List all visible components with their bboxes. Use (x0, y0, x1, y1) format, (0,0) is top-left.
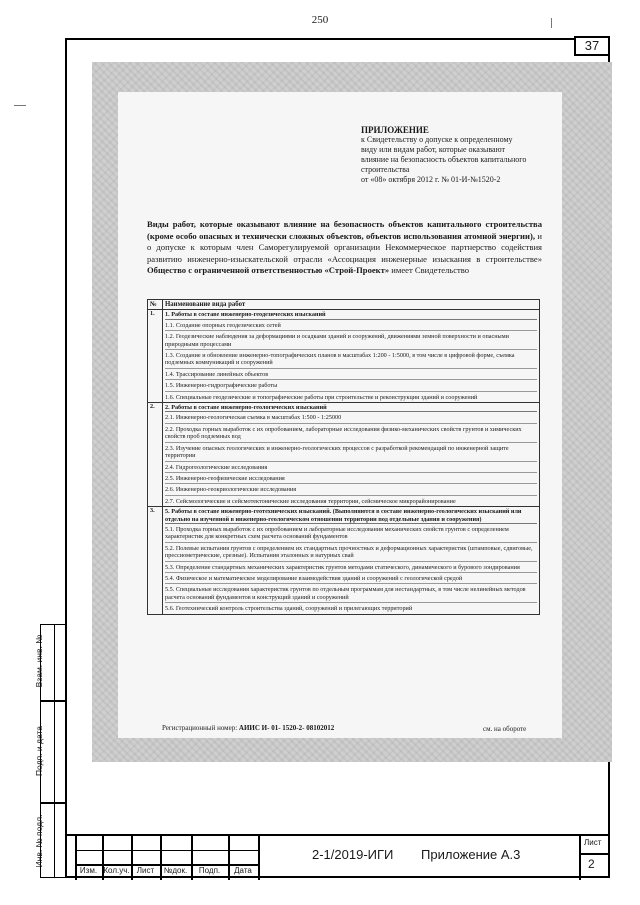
top-page-number: 250 (311, 14, 329, 26)
appendix-title: ПРИЛОЖЕНИЕ (361, 125, 429, 135)
appendix-header-line: влияние на безопасность объектов капитального (361, 155, 527, 164)
title-label-ndok: №док. (163, 866, 188, 875)
document-title: Приложение А.3 (421, 847, 521, 862)
section-number: 2. (148, 403, 163, 507)
title-label-list: Лист (136, 866, 155, 875)
section-content (163, 310, 540, 403)
table-row (148, 310, 540, 403)
work-item: 5.1. Проходка горных выработок с их опробованием и лабораторные исследования механических свойств грунтов с определением характеристик для конкретных схем расчета оснований фундаментов (165, 524, 537, 543)
section-content (163, 507, 540, 614)
work-item: 2.6. Инженерно-геокриологические исследования (165, 484, 537, 495)
work-item: 5.3. Определение стандартных механических характеристик грунтов методами статического, динамического и бурового зондирования (165, 562, 537, 573)
section-content (163, 403, 540, 507)
intro-text: и о допуске к которым член Саморегулируемой организации Некоммерческое партнерство содействия развитию инженерно-изыскательской отрасли «Ассоциация инженерные изыскания в строительстве» (147, 230, 542, 264)
sheet-number: 2 (588, 857, 595, 871)
title-label-izm: Изм. (79, 866, 98, 875)
side-label-podp-data: Подп. и дата (34, 725, 44, 777)
appendix-header-line: к Свидетельству о допуске к определенному (361, 135, 513, 144)
section-title: 1. Работы в составе инженерно-геодезических изысканий (165, 310, 537, 319)
table-row (148, 403, 540, 507)
company-name: Общество с ограниченной ответственностью «Строй-Проект» (147, 265, 390, 275)
see-back-note: см. на обороте (483, 725, 527, 733)
title-label-data: Дата (234, 866, 252, 875)
work-item: 5.5. Специальные исследования характеристик грунтов по отдельным программам для нестандартных, в том числе нелинейных методов расчета оснований фундаментов и конструкций зданий и сооружений (165, 584, 537, 603)
sheet-number-box: 37 (574, 36, 610, 56)
section-number: 3. (148, 507, 163, 614)
work-item: 1.4. Трассирование линейных объектов (165, 369, 537, 380)
work-item: 2.7. Сейсмологические и сейсмотектонические исследования территории, сейсмическое микрорайонирование (165, 497, 456, 505)
appendix-header-line: строительства (361, 165, 410, 174)
intro-text-end: имеет Свидетельство (389, 265, 470, 275)
registration-line (162, 724, 382, 732)
table-row (148, 507, 540, 614)
intro-paragraph (147, 219, 542, 277)
appendix-header-line: от «08» октября 2012 г. № 01-И-№1520-2 (361, 175, 501, 184)
work-item: 1.1. Создание опорных геодезических сетей (165, 320, 537, 331)
registration-label: Регистрационный номер: (162, 724, 239, 732)
title-label-podp: Подп. (198, 866, 221, 875)
registration-number: АИИС И- 01- 1520-2- 08102012 (238, 724, 335, 732)
appendix-header (361, 125, 581, 185)
works-table (147, 299, 540, 615)
work-item: 2.1. Инженерно-геологическая съемка в масштабах 1:500 - 1:25000 (165, 412, 537, 423)
work-item: 5.2. Полевые испытания грунтов с определением их стандартных прочностных и деформационных характеристик (штамповые, сдвиговые, прессиометрические, срезные). Испытания эталонных и натурных свай (165, 543, 537, 562)
work-item: 1.6. Специальные геодезические и топографические работы при строительстве и реконструкции зданий и сооружений (165, 393, 478, 401)
intro-bold-text: Виды работ, которые оказывают влияние на безопасность объектов капитального строительства (кроме особо опасных и технически сложных объектов, объектов использования атомной энергии), (147, 219, 542, 241)
work-item: 1.2. Геодезические наблюдения за деформациями и осадками зданий и сооружений, движениями земной поверхности и опасными природными процессами (165, 331, 537, 350)
work-item: 2.2. Проходка горных выработок с их опробованием, лабораторные исследования физико-механических свойств грунтов и химических свойств проб подземных вод (165, 424, 537, 443)
side-label-inv-podl: Инв. № подл. (34, 814, 44, 868)
appendix-header-line: виду или видам работ, которые оказывают (361, 145, 505, 154)
side-label-vzam: Взам. инв. № (34, 634, 44, 688)
work-item: 2.5. Инженерно-геофизические исследования (165, 473, 537, 484)
work-item: 2.4. Гидрогеологические исследования (165, 462, 537, 473)
work-item: 5.4. Физическое и математическое моделирование взаимодействия зданий и сооружений с геологической средой (165, 573, 537, 584)
table-header-no: № (148, 300, 163, 310)
section-title: 5. Работы в составе инженерно-геотехнических изысканий. (Выполняются в составе инженерно-геологических изысканий или отдельно на изученной в инженерно-геологическом отношении территории под отдельные здания и сооружения) (165, 507, 537, 524)
title-label-kol-uch: Кол.уч. (103, 866, 130, 875)
sheet-label: Лист (584, 838, 602, 847)
section-title: 2. Работы в составе инженерно-геологических изысканий (165, 403, 537, 412)
document-code: 2-1/2019-ИГИ (312, 847, 394, 862)
work-item: 2.3. Изучение опасных геологических и инженерно-геологических процессов с разработкой рекомендаций по инженерной защите территории (165, 443, 537, 462)
table-header-name: Наименование вида работ (163, 300, 540, 310)
section-number: 1. (148, 310, 163, 403)
work-item: 5.6. Геотехнический контроль строительства зданий, сооружений и прилегающих территорий (165, 605, 413, 613)
work-item: 1.5. Инженерно-гидрографические работы (165, 380, 537, 391)
work-item: 1.3. Создание и обновление инженерно-топографических планов в масштабах 1:200 - 1:5000, в том числе в цифровой форме, съемка подземных коммуникаций и сооружений (165, 350, 537, 369)
